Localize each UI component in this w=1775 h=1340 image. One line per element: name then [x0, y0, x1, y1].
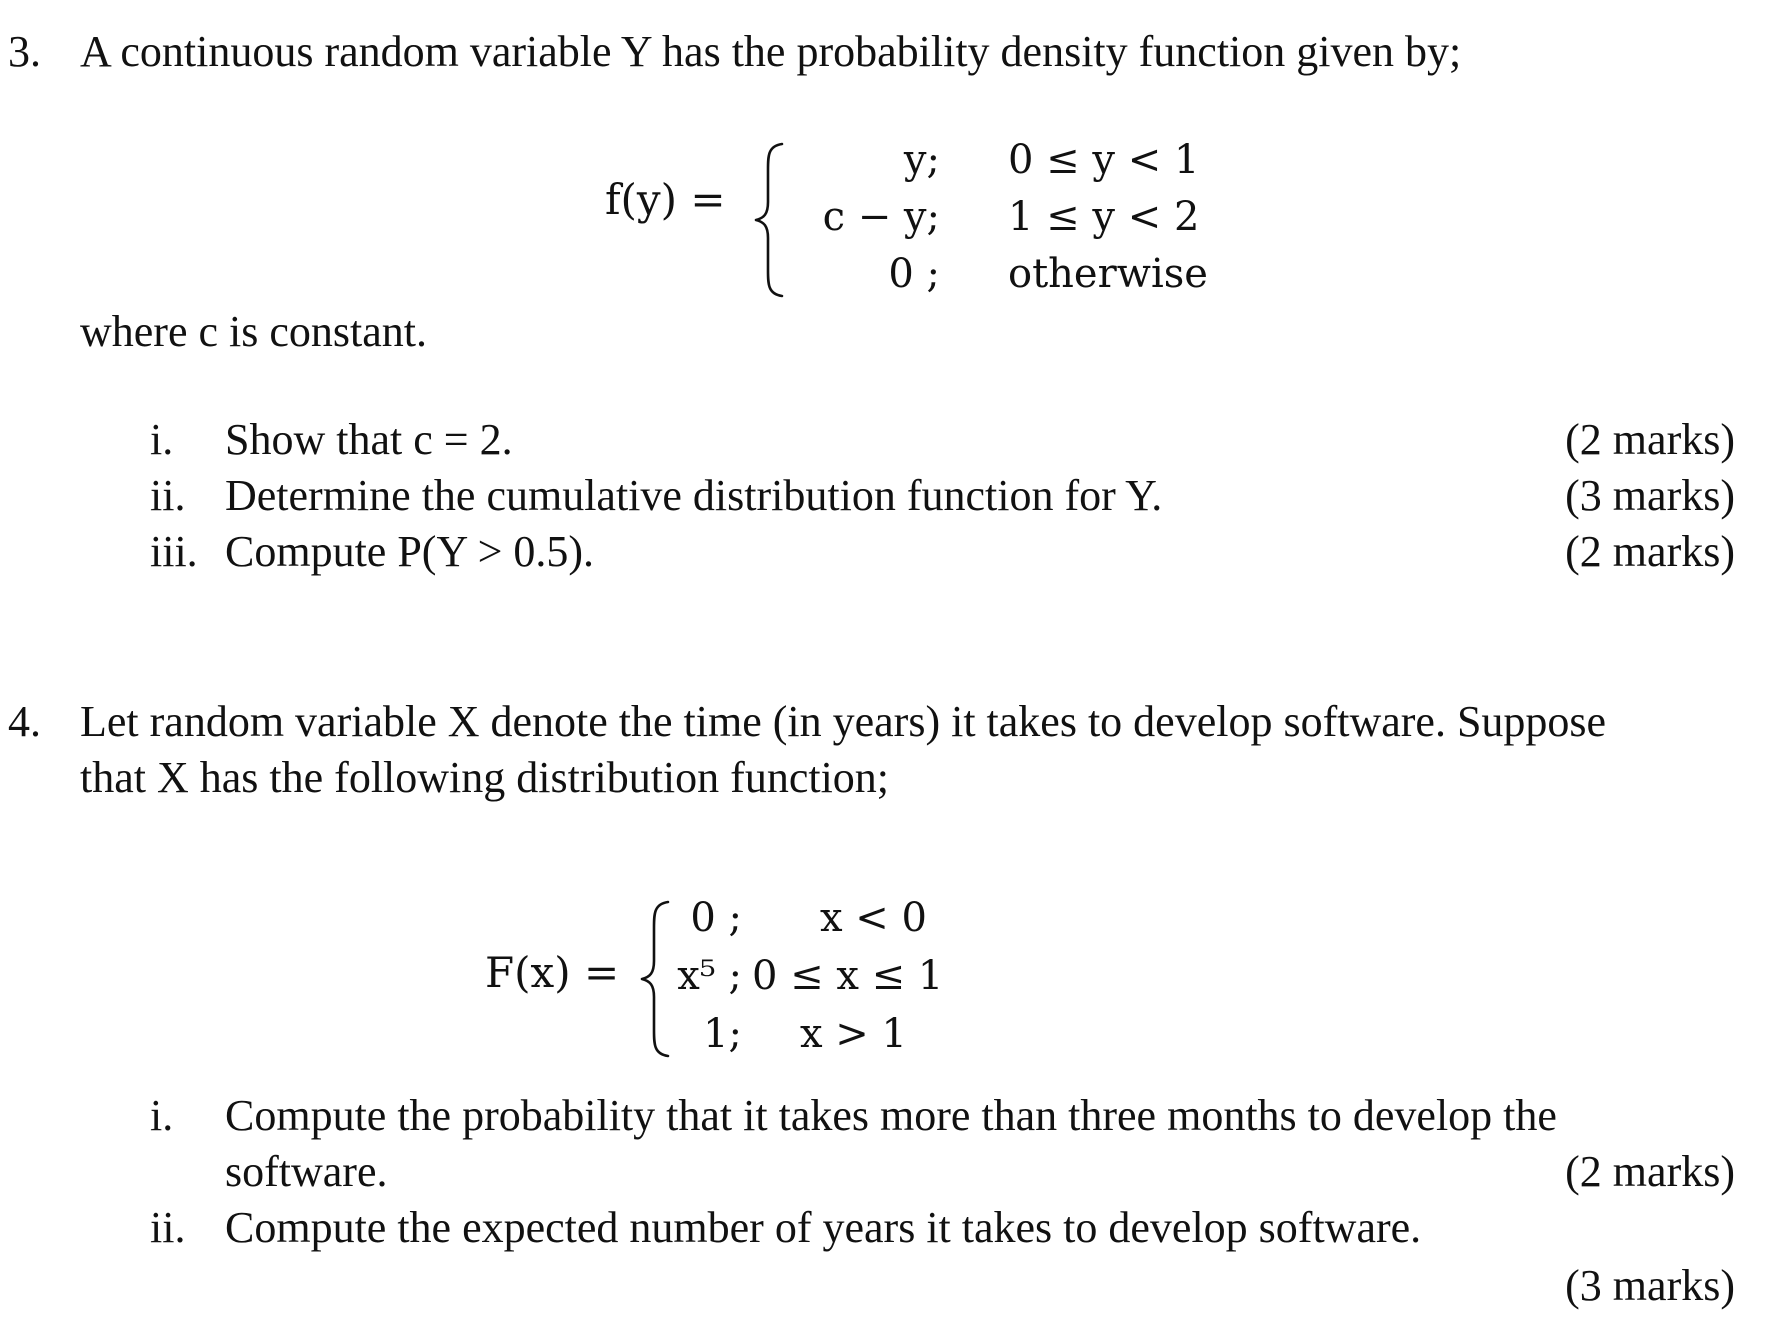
- q3-part-3-marks: (2 marks): [1565, 527, 1735, 576]
- cdf-case-2-expr: x⁵ ;: [677, 953, 742, 999]
- q4-part-2-line-1: Compute the expected number of years it takes to develop software.: [225, 1203, 1422, 1252]
- pdf-case-3-expr: 0 ;: [888, 251, 940, 297]
- q3-part-1-text: Show that c = 2.: [225, 415, 513, 464]
- cdf-case-3-expr: 1;: [703, 1011, 742, 1057]
- question-3-number: 3.: [8, 27, 41, 76]
- q3-part-1-number: i.: [150, 415, 174, 464]
- question-4-number: 4.: [8, 697, 41, 746]
- q4-part-1-line-2: software.: [225, 1147, 388, 1196]
- pdf-case-1-cond: 0 ≤ y < 1: [1008, 137, 1200, 183]
- q3-part-3-text: Compute P(Y > 0.5).: [225, 527, 595, 576]
- q4-part-2-marks: (3 marks): [1565, 1261, 1735, 1310]
- q4-part-2-number: ii.: [150, 1203, 186, 1252]
- question-3-text: A continuous random variable Y has the probability density function given by;: [80, 27, 1462, 76]
- pdf-lhs: f(y) =: [605, 175, 726, 224]
- q3-part-2-number: ii.: [150, 471, 186, 520]
- q4-part-1-number: i.: [150, 1091, 174, 1140]
- pdf-case-2-expr: c − y;: [822, 194, 940, 240]
- q3-part-2-marks: (3 marks): [1565, 471, 1735, 520]
- q3-part-1-marks: (2 marks): [1565, 415, 1735, 464]
- cdf-case-1-expr: 0 ;: [690, 895, 742, 941]
- constant-note: where c is constant.: [80, 307, 427, 356]
- q3-part-2-text: Determine the cumulative distribution function for Y.: [225, 471, 1163, 520]
- cdf-lhs: F(x) =: [485, 948, 620, 997]
- q4-part-1-line-1: Compute the probability that it takes more than three months to develop the: [225, 1091, 1557, 1140]
- question-4-line-1: Let random variable X denote the time (in years) it takes to develop software. Suppose: [80, 697, 1607, 746]
- cdf-case-3-cond: x > 1: [800, 1011, 907, 1057]
- pdf-case-2-cond: 1 ≤ y < 2: [1008, 194, 1200, 240]
- pdf-case-3-cond: otherwise: [1008, 251, 1208, 297]
- q4-part-1-marks: (2 marks): [1565, 1147, 1735, 1196]
- pdf-case-1-expr: y;: [903, 137, 940, 183]
- cdf-case-2-cond: 0 ≤ x ≤ 1: [752, 953, 944, 999]
- question-4-line-2: that X has the following distribution function;: [80, 753, 890, 802]
- q3-part-3-number: iii.: [150, 527, 198, 576]
- cdf-case-1-cond: x < 0: [820, 895, 927, 941]
